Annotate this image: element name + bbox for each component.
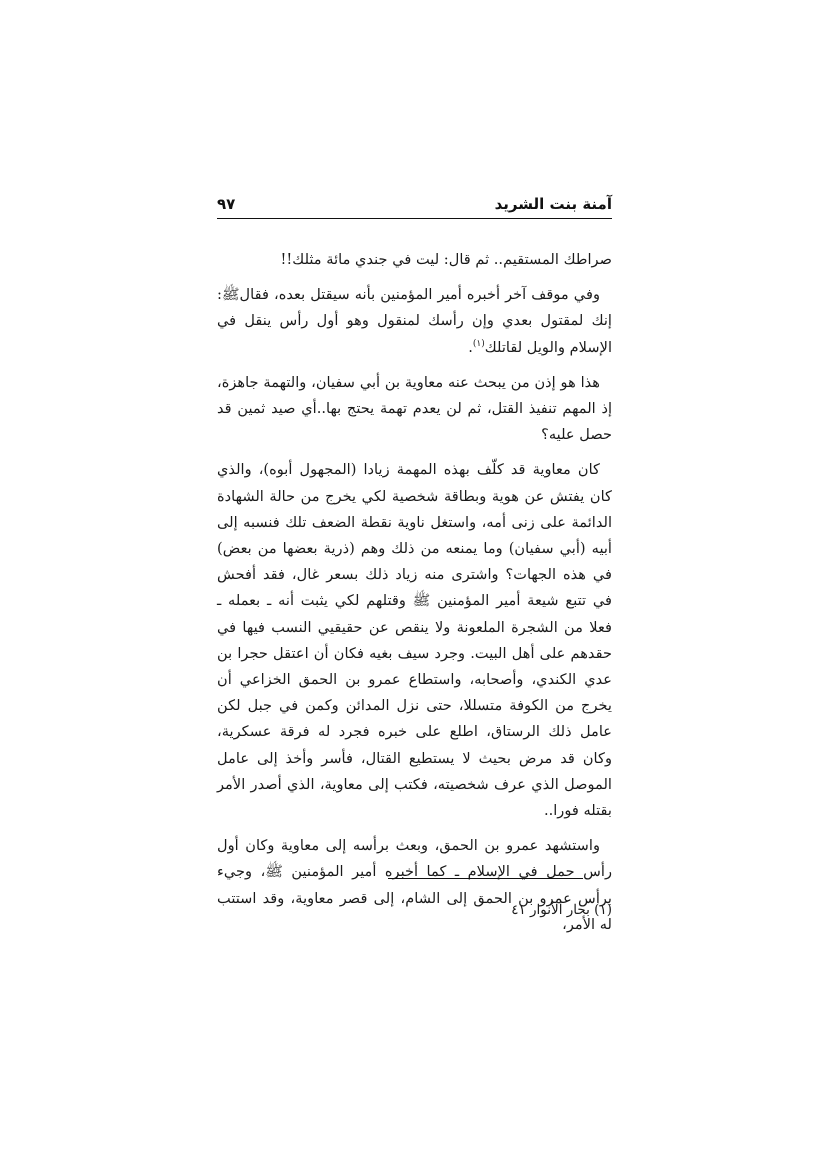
footnote-rule [388,878,583,879]
paragraph-2 [217,282,612,361]
paragraph-1: صراطك المستقيم.. ثم قال: ليت في جندي مائة مثلك!! [280,251,612,268]
paragraph-2-text: وفي موقف آخر أخبره أمير المؤمنين بأنه سيقتل بعده، فقالﷺ: إنك لمقتول بعدي وإن رأسك لمنقول وهو أول رأس ينقل في الإسلام والويل لقاتلك [217,286,612,356]
paragraph-5: واستشهد عمرو بن الحمق، وبعث برأسه إلى معاوية وكان أول رأس حمل في الإسلام ـ كما أخبره أمير المؤمنين ﷺ، وجيء برأس عمرو بن الحمق إلى الشام، إلى قصر معاوية، وقد استتب له الأمر، [217,837,612,933]
paragraph-3: هذا هو إذن من يبحث عنه معاوية بن أبي سفيان، والتهمة جاهزة، إذ المهم تنفيذ القتل، ثم لن يعدم تهمة يحتج بها..أي صيد ثمين قد حصل عليه؟ [217,373,612,444]
body-text [217,247,612,947]
chapter-title: آمنة بنت الشريد [494,195,612,213]
header-rule [217,218,612,219]
footnote-marker: (١) [472,338,485,349]
paragraph-4: كان معاوية قد كلّف بهذه المهمة زيادا (المجهول أبوه)، والذي كان يفتش عن هوية وبطاقة شخصية لكي يخرج من حالة الشهادة الدائمة على زنى أمه، واستغل ناوية نقطة الضعف تلك فنسبه إلى أبيه (أبي سفيان) وما يمنعه من ذلك وهم (ذرية بعضها من بعض) في هذه الجهات؟ واشترى منه زياد ذلك بسعر غال، فقد أفحش في تتبع شيعة أمير المؤمنين ﷺ وقتلهم لكي يثبت أنه ـ بعمله ـ فعلا من الشجرة الملعونة ولا ينقص عن حقيقيي النسب فيها في حقدهم على أهل البيت. وجرد سيف بغيه فكان أن اعتقل حجرا بن عدي الكندي، وأصحابه، واستطاع عمرو بن الحمق الخزاعي أن يخرج من الكوفة متسللا، حتى نزل المدائن وكمن في جبل لكن عامل ذلك الرستاق، اطلع على خبره فجرد له فرقة عسكرية، وكان قد مرض بحيث لا يستطيع القتال، فأسر وأخذ إلى عامل الموصل الذي عرف شخصيته، فكتب إلى معاوية، الذي أصدر الأمر بقتله فورا.. [217,461,612,820]
page-number: ٩٧ [217,195,236,213]
footnote: (١) بحار الأنوار ٤١ [511,902,612,918]
running-header [217,193,612,219]
paragraph-2-end: . [468,338,473,356]
